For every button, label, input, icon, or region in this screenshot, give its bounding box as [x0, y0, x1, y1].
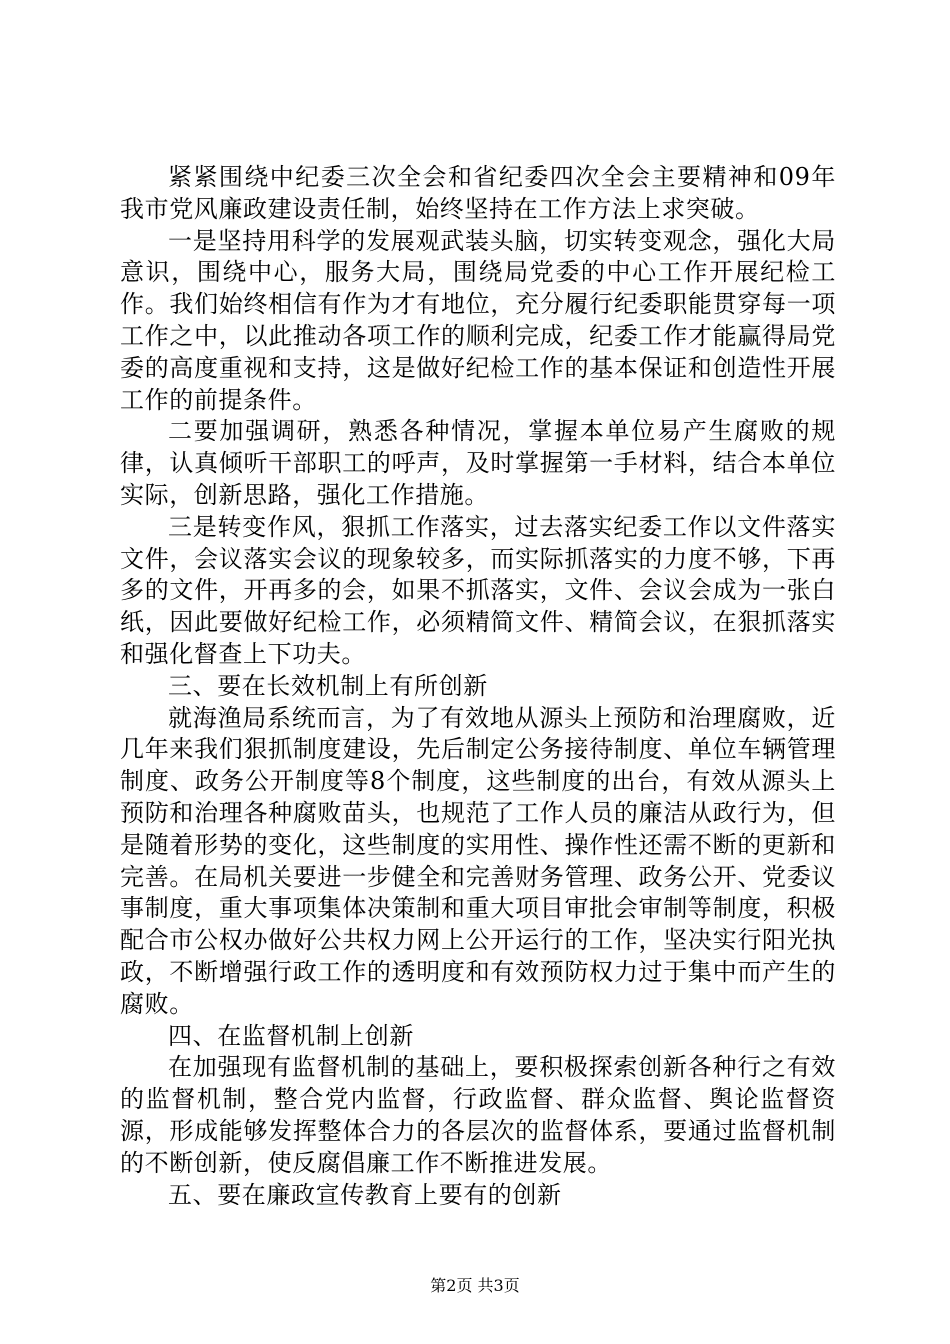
section-heading-four: 四、在监督机制上创新	[168, 1021, 414, 1050]
paragraph-point-three: 三是转变作风，狠抓工作落实，过去落实纪委工作以文件落实文件，会议落实会议的现象较多，而实际抓落实的力度不够，下再多的文件，开再多的会，如果不抓落实，文件、会议会成为一张白纸，因此要做好纪检工作，必须精简文件、精简会议，在狠抓落实和强化督查上下功夫。	[120, 512, 836, 668]
paragraph-point-one: 一是坚持用科学的发展观武装头脑，切实转变观念，强化大局意识，围绕中心，服务大局，围绕局党委的中心工作开展纪检工作。我们始终相信有作为才有地位，充分履行纪委职能贯穿每一项工作之中，以此推动各项工作的顺利完成，纪委工作才能赢得局党委的高度重视和支持，这是做好纪检工作的基本保证和创造性开展工作的前提条件。	[120, 226, 836, 414]
page-number-footer: 第2页 共3页	[430, 1276, 520, 1295]
paragraph-intro: 紧紧围绕中纪委三次全会和省纪委四次全会主要精神和09年我市党风廉政建设责任制，始终坚持在工作方法上求突破。	[120, 163, 836, 223]
section-heading-five: 五、要在廉政宣传教育上要有的创新	[168, 1180, 562, 1209]
paragraph-point-two: 二要加强调研，熟悉各种情况，掌握本单位易产生腐败的规律，认真倾听干部职工的呼声，及时掌握第一手材料，结合本单位实际，创新思路，强化工作措施。	[120, 417, 836, 509]
paragraph-section-four-body: 在加强现有监督机制的基础上，要积极探索创新各种行之有效的监督机制，整合党内监督，行政监督、群众监督、舆论监督资源，形成能够发挥整体合力的各层次的监督体系，要通过监督机制的不断创新，使反腐倡廉工作不断推进发展。	[120, 1053, 836, 1177]
paragraph-section-three-body: 就海渔局系统而言，为了有效地从源头上预防和治理腐败，近几年来我们狠抓制度建设，先后制定公务接待制度、单位车辆管理制度、政务公开制度等8个制度，这些制度的出台，有效从源头上预防和治理各种腐败苗头，也规范了工作人员的廉洁从政行为，但是随着形势的变化，这些制度的实用性、操作性还需不断的更新和完善。在局机关要进一步健全和完善财务管理、政务公开、党委议事制度，重大事项集体决策制和重大项目审批会审制等制度，积极配合市公权办做好公共权力网上公开运行的工作，坚决实行阳光执政，不断增强行政工作的透明度和有效预防权力过于集中而产生的腐败。	[120, 703, 836, 1018]
section-heading-three: 三、要在长效机制上有所创新	[168, 671, 488, 700]
document-body	[120, 162, 836, 1211]
